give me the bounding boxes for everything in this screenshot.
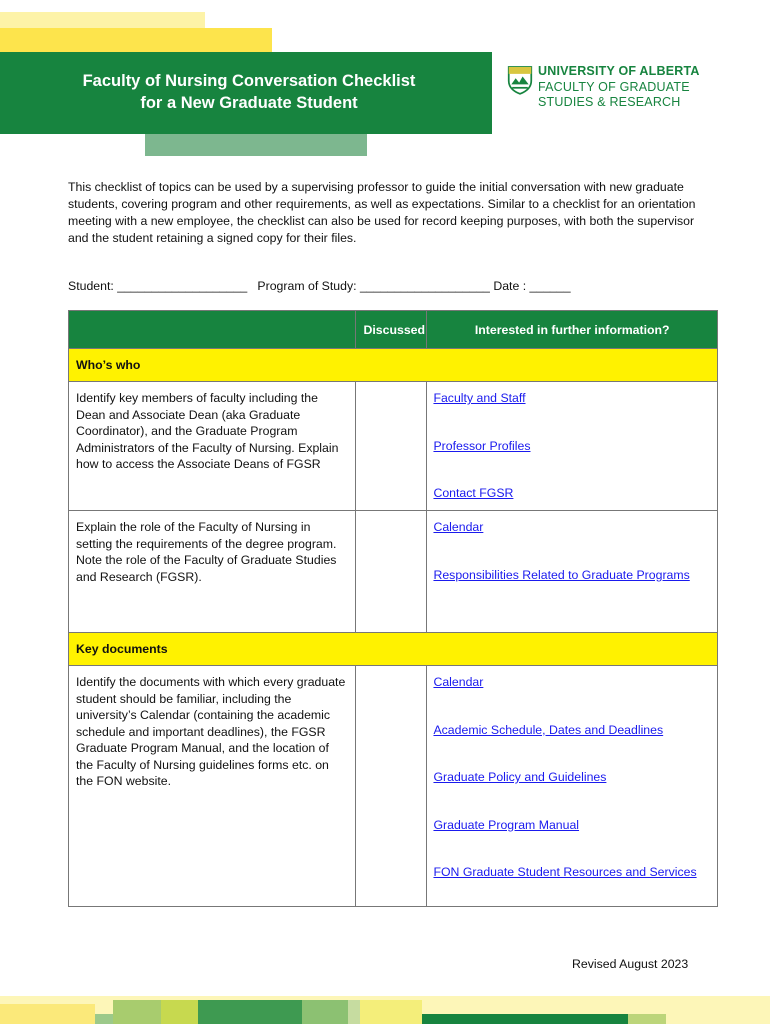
link-faculty-and-staff[interactable]: Faculty and Staff [433, 391, 526, 405]
link-graduate-policy[interactable]: Graduate Policy and Guidelines [433, 770, 607, 784]
section-row-key-documents [69, 633, 718, 666]
further-info-links [427, 666, 718, 907]
checklist-table [68, 310, 718, 907]
header-discussed: Discussed [355, 311, 427, 349]
table-row [69, 666, 718, 907]
section-title: Key documents [69, 633, 718, 666]
further-info-links [427, 511, 718, 633]
link-responsibilities-graduate-programs[interactable]: Responsibilities Related to Graduate Programs [433, 567, 690, 582]
program-of-study-field[interactable]: Program of Study: ___________________ [257, 279, 490, 293]
header-further-info: Interested in further information? [427, 311, 718, 349]
section-row-whos-who [69, 349, 718, 382]
logo-line2: FACULTY OF GRADUATE [538, 79, 690, 94]
university-logo-text [538, 64, 700, 111]
form-fields-line [68, 279, 571, 293]
header-decor-light-green-bar [145, 134, 367, 156]
table-row [69, 511, 718, 633]
topic-description: Explain the role of the Faculty of Nursing in setting the requirements of the degree program. Note the role of the Faculty of Graduate Studies and Research (FGSR). [69, 511, 356, 633]
table-row [69, 382, 718, 511]
university-crest-icon [507, 64, 533, 96]
header-topic-cell [69, 311, 356, 349]
link-calendar[interactable]: Calendar [433, 675, 484, 689]
discussed-checkbox-cell[interactable] [355, 666, 427, 907]
link-contact-fgsr[interactable]: Contact FGSR [433, 486, 514, 500]
date-field[interactable]: Date : ______ [493, 279, 571, 293]
link-calendar[interactable]: Calendar [433, 520, 484, 534]
topic-description: Identify the documents with which every graduate student should be familiar, including the university’s Calendar (containing the academic schedule and important deadlines), the FGSR Graduate Program Manual, and the location of the Faculty of Nursing guidelines forms etc. on the FON website. [69, 666, 356, 907]
logo-line1: UNIVERSITY OF ALBERTA [538, 64, 700, 78]
page-title [0, 70, 498, 114]
topic-description: Identify key members of faculty including the Dean and Associate Dean (aka Graduate Coordinator), and the Graduate Program Administrators of the Faculty of Nursing. Explain how to access the Associate Deans of FGSR [69, 382, 356, 511]
intro-paragraph: This checklist of topics can be used by a supervising professor to guide the initial conversation with new graduate students, covering program and other requirements, as well as expectations. Similar to a checklist for an orientation meeting with a new employee, the checklist can also be used for record keeping purposes, with both the supervisor and the student retaining a signed copy for their files. [68, 180, 696, 245]
page-title-line2: for a New Graduate Student [140, 94, 358, 112]
page-title-line1: Faculty of Nursing Conversation Checklist [82, 72, 416, 90]
discussed-checkbox-cell[interactable] [355, 511, 427, 633]
link-graduate-program-manual[interactable]: Graduate Program Manual [433, 817, 580, 832]
table-header-row [69, 311, 718, 349]
logo-line3: STUDIES & RESEARCH [538, 95, 681, 109]
discussed-checkbox-cell[interactable] [355, 382, 427, 511]
further-info-links [427, 382, 718, 511]
section-title: Who’s who [69, 349, 718, 382]
link-professor-profiles[interactable]: Professor Profiles [433, 438, 531, 453]
revised-date: Revised August 2023 [572, 957, 689, 971]
link-fon-resources[interactable]: FON Graduate Student Resources and Services [433, 865, 697, 879]
student-field[interactable]: Student: ___________________ [68, 279, 248, 293]
link-academic-schedule[interactable]: Academic Schedule, Dates and Deadlines [433, 722, 664, 737]
header-decor-stripe [0, 12, 205, 28]
